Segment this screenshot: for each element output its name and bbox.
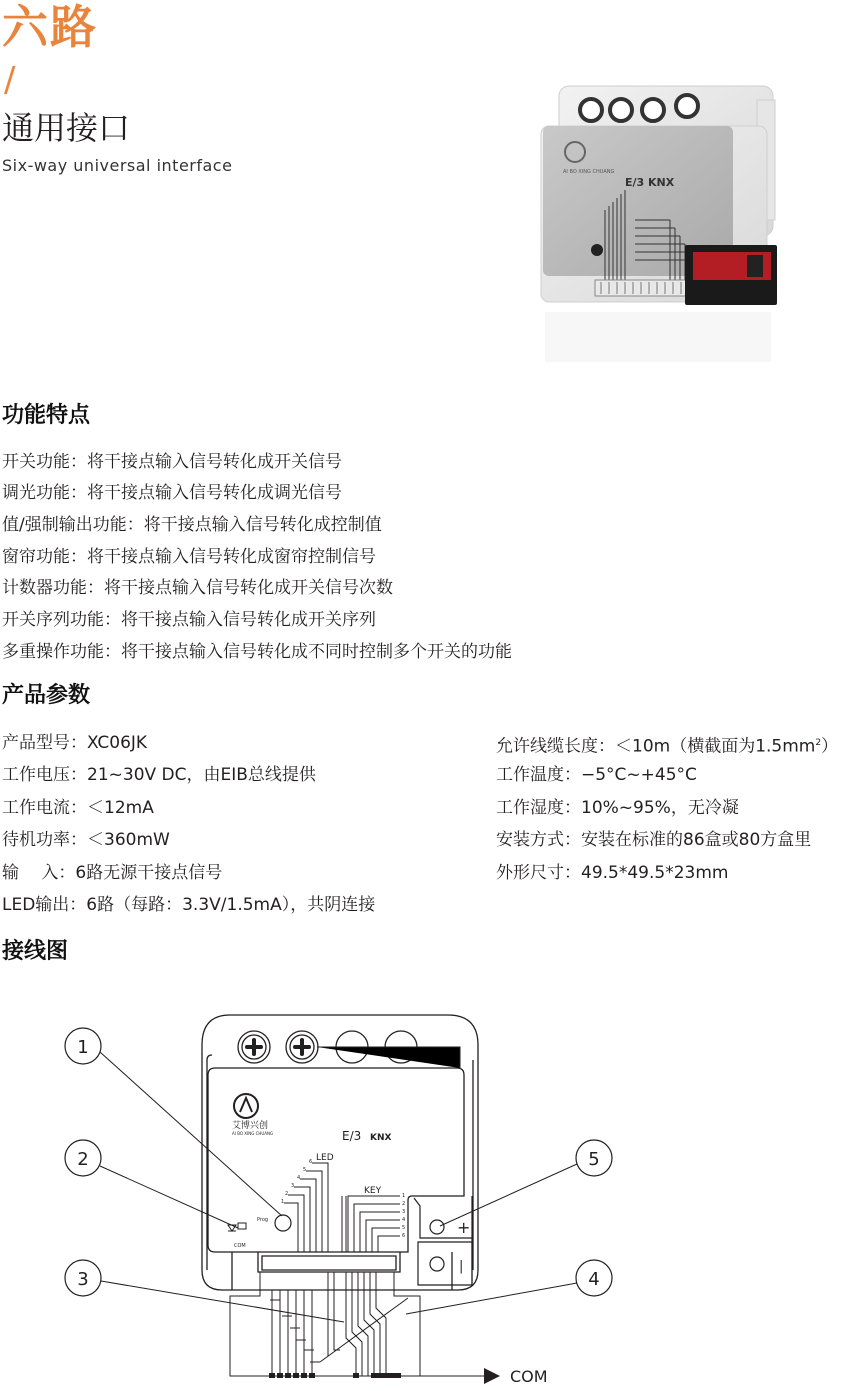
param-cable-sup: 2 xyxy=(815,738,822,748)
diagram-plus-label: + xyxy=(457,1218,471,1237)
product-photo xyxy=(535,80,780,370)
features-heading: 功能特点 xyxy=(2,403,91,428)
diagram-knx-text: KNX xyxy=(370,1133,392,1143)
diagram-led-num: 4 xyxy=(297,1175,301,1181)
diagram-led-num: 6 xyxy=(309,1159,313,1165)
callout-2: 2 xyxy=(77,1149,89,1170)
feature-item: 多重操作功能：将干接点输入信号转化成不同时控制多个开关的功能 xyxy=(2,642,512,662)
diagram-key-num: 6 xyxy=(402,1233,406,1239)
photo-brand-text: E/3 KNX xyxy=(625,176,675,189)
diagram-brand-text: E/3 xyxy=(342,1129,362,1143)
param-cable-pre: 允许线缆长度：＜10m（横截面为1.5mm xyxy=(496,736,816,757)
com-arrow xyxy=(484,1368,500,1384)
page-title: 六路 xyxy=(2,0,98,54)
wiring-heading: 接线图 xyxy=(2,939,69,964)
title-slash: / xyxy=(4,60,16,100)
diagram-prog-label: Prog xyxy=(257,1217,269,1223)
diagram-led-label: LED xyxy=(316,1153,334,1163)
diagram-key-num: 4 xyxy=(402,1217,406,1223)
feature-item: 开关功能：将干接点输入信号转化成开关信号 xyxy=(2,452,342,472)
feature-item: 调光功能：将干接点输入信号转化成调光信号 xyxy=(2,483,342,503)
diagram-logo-sub: AI BO XING CHUANG xyxy=(232,1131,274,1136)
subtitle-chinese: 通用接口 xyxy=(2,109,131,147)
callout-4: 4 xyxy=(588,1269,600,1290)
diagram-led-num: 3 xyxy=(291,1183,295,1189)
param-cable-post: ） xyxy=(821,736,839,757)
param-item: LED输出：6路（每路：3.3V/1.5mA），共阴连接 xyxy=(2,895,376,915)
callout-5: 5 xyxy=(588,1149,600,1170)
svg-text:AI BO XING CHUANG: AI BO XING CHUANG xyxy=(563,169,615,175)
diagram-logo-text: 艾博兴创 xyxy=(232,1121,269,1131)
param-item: 工作湿度：10%~95%，无冷凝 xyxy=(496,798,739,818)
param-item: 待机功率：＜360mW xyxy=(2,830,170,850)
feature-item: 窗帘功能：将干接点输入信号转化成窗帘控制信号 xyxy=(2,547,376,567)
diagram-key-num: 1 xyxy=(402,1193,406,1199)
feature-item: 开关序列功能：将干接点输入信号转化成开关序列 xyxy=(2,610,376,630)
diagram-key-num: 3 xyxy=(402,1209,406,1215)
param-item: 产品型号：XC06JK xyxy=(2,733,148,753)
diagram-led-num: 5 xyxy=(303,1167,307,1173)
diagram-key-label: KEY xyxy=(364,1186,382,1196)
callout-3: 3 xyxy=(77,1269,89,1290)
diagram-key-num: 5 xyxy=(402,1225,406,1231)
diagram-key-num: 2 xyxy=(402,1201,406,1207)
diagram-led-num: 1 xyxy=(281,1199,285,1205)
wiring-diagram xyxy=(0,1000,849,1391)
subtitle-english: Six-way universal interface xyxy=(2,156,233,175)
diagram-minus-label: | xyxy=(459,1259,464,1274)
feature-item: 计数器功能：将干接点输入信号转化成开关信号次数 xyxy=(2,578,393,598)
param-item: 工作温度：−5°C~+45°C xyxy=(496,765,697,785)
diagram-com-small: COM xyxy=(234,1243,246,1249)
feature-item: 值/强制输出功能：将干接点输入信号转化成控制值 xyxy=(2,515,382,535)
param-item: 工作电流：＜12mA xyxy=(2,798,154,818)
param-item-cable xyxy=(496,731,838,759)
param-item: 工作电压：21~30V DC，由EIB总线提供 xyxy=(2,765,316,785)
param-item: 输 入：6路无源干接点信号 xyxy=(2,863,223,883)
params-heading: 产品参数 xyxy=(2,683,91,708)
param-item: 安装方式：安装在标准的86盒或80方盒里 xyxy=(496,830,812,850)
diagram-led-num: 2 xyxy=(285,1191,289,1197)
param-item: 外形尺寸：49.5*49.5*23mm xyxy=(496,863,729,883)
callout-1: 1 xyxy=(77,1037,89,1058)
diagram-com-label: COM xyxy=(510,1367,548,1386)
